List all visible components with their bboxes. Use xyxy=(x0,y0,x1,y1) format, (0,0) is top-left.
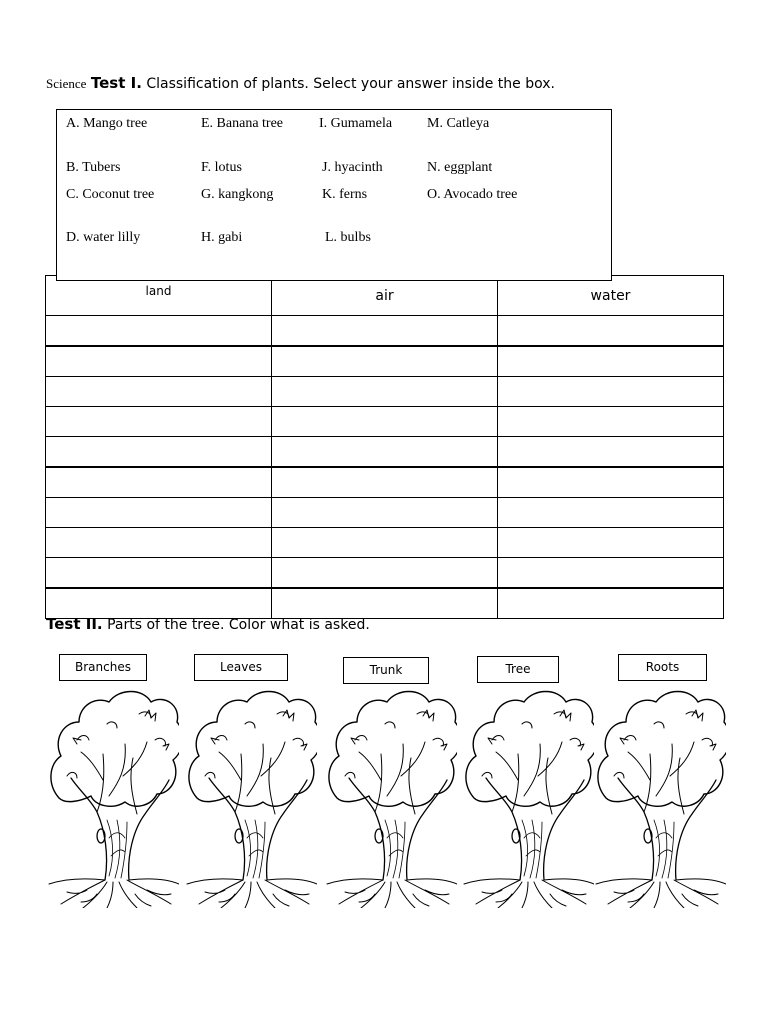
choice-c: C. Coconut tree xyxy=(66,187,155,202)
answer-cell-air[interactable] xyxy=(272,498,498,528)
answer-cell-land[interactable] xyxy=(46,437,272,468)
test2-instruction: Parts of the tree. Color what is asked. xyxy=(107,617,370,633)
answer-cell-land[interactable] xyxy=(46,407,272,437)
answer-cell-land[interactable] xyxy=(46,528,272,558)
classification-table xyxy=(45,275,724,619)
choice-b: B. Tubers xyxy=(66,160,121,175)
table-row xyxy=(46,346,724,377)
header-land: land xyxy=(46,276,272,316)
answer-cell-air[interactable] xyxy=(272,346,498,377)
tree-drawing-branches[interactable] xyxy=(47,680,179,908)
choice-d: D. water lilly xyxy=(66,230,141,245)
choice-k: K. ferns xyxy=(322,187,368,202)
answer-cell-water[interactable] xyxy=(498,437,724,468)
answer-cell-air[interactable] xyxy=(272,588,498,619)
answer-cell-water[interactable] xyxy=(498,346,724,377)
test2-label: Test II. xyxy=(46,615,103,633)
table-row xyxy=(46,588,724,619)
test1-instruction: Classification of plants. Select your answer inside the box. xyxy=(146,76,555,92)
answer-cell-water[interactable] xyxy=(498,316,724,347)
tree-drawing-roots[interactable] xyxy=(594,680,726,908)
answer-cell-air[interactable] xyxy=(272,377,498,407)
label-branches: Branches xyxy=(59,654,147,681)
answer-cell-water[interactable] xyxy=(498,377,724,407)
tree-drawing-leaves[interactable] xyxy=(185,680,317,908)
label-roots: Roots xyxy=(618,654,707,681)
answer-cell-land[interactable] xyxy=(46,377,272,407)
subject-label: Science xyxy=(46,76,87,91)
answer-cell-air[interactable] xyxy=(272,467,498,498)
choice-a: A. Mango tree xyxy=(66,116,148,131)
table-header-row xyxy=(46,276,724,316)
table-row xyxy=(46,528,724,558)
label-tree: Tree xyxy=(477,656,559,683)
answer-cell-air[interactable] xyxy=(272,528,498,558)
answer-cell-water[interactable] xyxy=(498,588,724,619)
answer-cell-land[interactable] xyxy=(46,498,272,528)
label-leaves: Leaves xyxy=(194,654,288,681)
choice-e: E. Banana tree xyxy=(201,116,284,131)
answer-cell-air[interactable] xyxy=(272,437,498,468)
choice-m: M. Catleya xyxy=(427,116,490,131)
choice-i: I. Gumamela xyxy=(319,116,393,131)
table-row xyxy=(46,498,724,528)
answer-cell-land[interactable] xyxy=(46,588,272,619)
header-water: water xyxy=(498,276,724,316)
test1-heading xyxy=(46,74,555,92)
answer-cell-water[interactable] xyxy=(498,498,724,528)
table-row xyxy=(46,377,724,407)
answer-cell-land[interactable] xyxy=(46,346,272,377)
choice-l: L. bulbs xyxy=(325,230,371,245)
answer-cell-water[interactable] xyxy=(498,467,724,498)
answer-cell-land[interactable] xyxy=(46,558,272,589)
choice-f: F. lotus xyxy=(201,160,242,175)
choices-box xyxy=(56,109,612,281)
choice-h: H. gabi xyxy=(201,230,243,245)
header-air: air xyxy=(272,276,498,316)
answer-cell-water[interactable] xyxy=(498,558,724,589)
answer-cell-water[interactable] xyxy=(498,407,724,437)
table-row xyxy=(46,558,724,589)
label-trunk: Trunk xyxy=(343,657,429,684)
choice-n: N. eggplant xyxy=(427,160,493,175)
table-row xyxy=(46,407,724,437)
answer-cell-air[interactable] xyxy=(272,558,498,589)
table-row xyxy=(46,467,724,498)
tree-drawing-tree[interactable] xyxy=(462,680,594,908)
choice-g: G. kangkong xyxy=(201,187,274,202)
answer-cell-air[interactable] xyxy=(272,407,498,437)
table-row xyxy=(46,316,724,347)
answer-cell-air[interactable] xyxy=(272,316,498,347)
test1-label: Test I. xyxy=(90,74,142,92)
choice-j: J. hyacinth xyxy=(322,160,383,175)
answer-cell-land[interactable] xyxy=(46,316,272,347)
tree-drawing-trunk[interactable] xyxy=(325,680,457,908)
choice-o: O. Avocado tree xyxy=(427,187,518,202)
table-row xyxy=(46,437,724,468)
answer-cell-water[interactable] xyxy=(498,528,724,558)
answer-cell-land[interactable] xyxy=(46,467,272,498)
